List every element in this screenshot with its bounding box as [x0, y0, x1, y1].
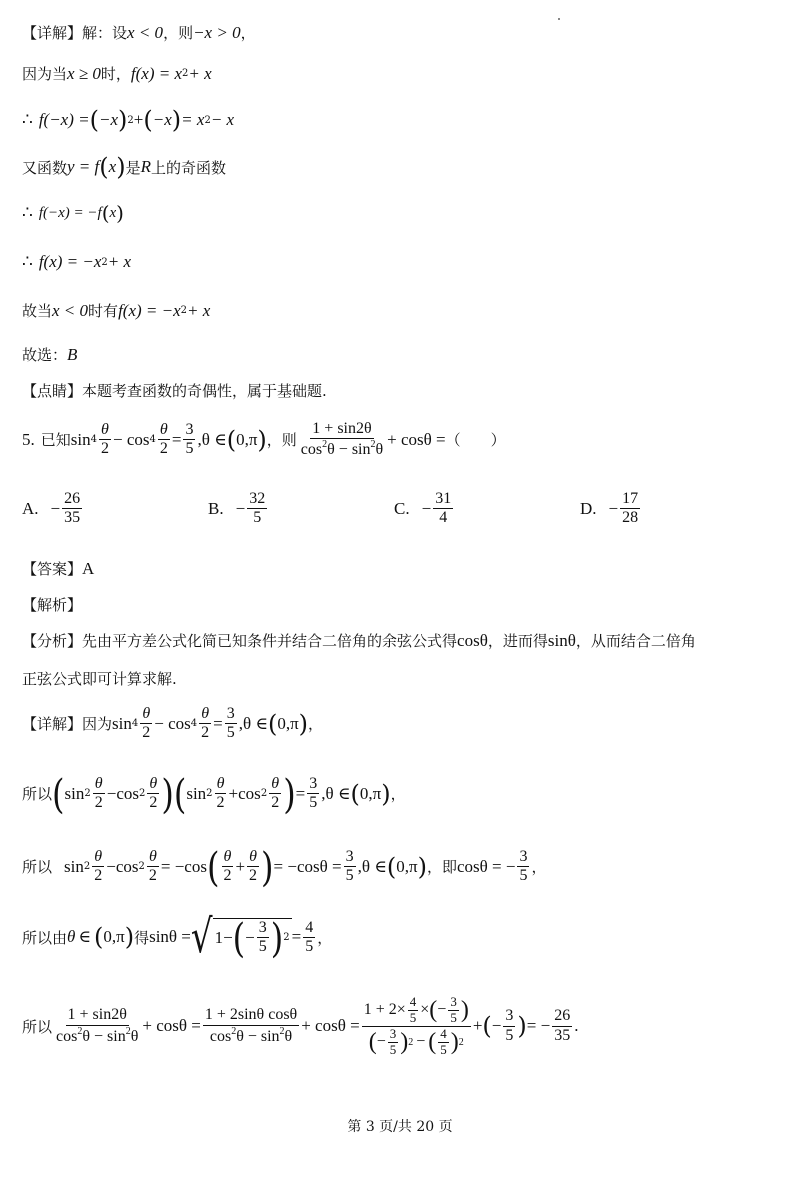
answer-tag: 【答案】	[22, 560, 83, 578]
exponent: 4	[149, 434, 156, 446]
math-term: R	[140, 157, 151, 176]
formula-line-6	[22, 252, 131, 272]
fenxi-text: ，从而结合二倍角	[575, 632, 696, 650]
choice-line	[22, 344, 77, 365]
exponent: 2	[101, 256, 108, 268]
math-interval: 0,π	[236, 429, 258, 449]
math-eq: − x	[210, 110, 235, 129]
detail2-line-3: 所以 sin 2 $\frac{\theta}{2}$ − cos 2 $\frac{\theta}{2}$ = −cos ( $\frac{\theta}{2}$ + $\frac{\theta}{2}$ ) = −cosθ = $\frac{3}{5}$ ,θ ∈ ( 0,π ) ，即 cosθ = − $\frac{3}{5}$ ，	[22, 843, 547, 891]
odd-function-line: 又函数 y = f ( x ) 是 R 上的奇函数	[22, 153, 226, 181]
answer-blank: （ ）	[445, 431, 506, 450]
formula-line-3: ∴ f(−x) = ( −x ) 2 + ( −x ) = x 2 − x	[22, 106, 235, 134]
punct: ，	[240, 24, 256, 42]
math-term: −x	[99, 110, 119, 129]
suoyi-text: 所以由	[22, 928, 68, 947]
answer-line	[22, 558, 94, 579]
math-eq: + x	[188, 63, 212, 83]
math-op: =	[171, 429, 182, 449]
therefore-sign: ∴	[22, 203, 33, 222]
math-op: +	[133, 110, 144, 129]
suoyi-text: 所以	[22, 785, 53, 804]
suoyi-text: 所以	[22, 1017, 53, 1036]
detail2-line-5: 所以 $\frac{1 + \sin 2\theta}{\cos^2\theta - \sin^2\theta}$ + cosθ = $\frac{\text{1 + 2sinθ cosθ}}{\cos^2\theta - \sin^2\theta}$ + cosθ = 1 + 2× $\frac{4}{5}$ × ( − $\frac{3}{5}$ ) ( − $\frac{3}{5}$ ) 2 − ( $\frac{4}{5}$ ) 2 + ( − $\frac{3}{5}$ ) = − $\frac{26}{35}$ .	[22, 994, 579, 1057]
odd-text: 又函数	[22, 158, 68, 177]
therefore-sign: ∴	[22, 252, 33, 271]
exponent: 4	[90, 434, 97, 446]
option-a[interactable]: A. − $\frac{26}{35}$	[22, 490, 81, 527]
math-func: − cos	[112, 429, 150, 449]
conclusion-line	[22, 300, 210, 321]
comment-tag: 【点睛】	[22, 382, 83, 400]
fraction-main: $\frac{1 + \sin 2\theta}{\cos^2\theta - \sin^2\theta}$	[300, 420, 384, 459]
option-letter: A.	[22, 498, 39, 518]
big-fraction: 1 + 2× $\frac{4}{5}$ × ( − $\frac{3}{5}$ ) ( − $\frac{3}{5}$ ) 2 − ( $\frac{4}{5}$ ) 2	[363, 994, 469, 1057]
because-text: 因为当	[22, 65, 68, 83]
odd-text: 上的奇函数	[150, 158, 226, 177]
page-footer	[0, 1116, 800, 1136]
comment-text: 本题考查函数的奇偶性，属于基础题.	[82, 382, 327, 400]
detail-tag: 【详解】	[22, 24, 83, 42]
math-eq: f(−x) =	[38, 110, 90, 129]
odd-text: 是	[125, 158, 141, 177]
math-term: −x	[152, 110, 172, 129]
comment-line	[22, 380, 327, 401]
math-eq: f(x) = −x	[38, 252, 102, 271]
detail-line-1	[22, 22, 256, 43]
fraction: $\frac{\theta}{2}$	[100, 421, 109, 458]
choice-text: 故选：	[22, 346, 68, 364]
math-domain: ,θ ∈	[197, 429, 227, 449]
suoyi-text: 所以	[22, 858, 53, 877]
option-letter: B.	[208, 498, 224, 518]
math-cond: x < 0	[127, 22, 164, 42]
exponent: 2	[204, 114, 211, 126]
formula-line-5: ∴ f(−x) = −f ( x )	[22, 201, 124, 225]
choice-value: B	[67, 344, 78, 364]
math-func: sin	[70, 429, 91, 449]
therefore-sign: ∴	[22, 110, 33, 129]
detail2-line-1: 【详解】 因为 sin 4 $\frac{\theta}{2}$ − cos 4 $\frac{\theta}{2}$ = $\frac{3}{5}$ ,θ ∈ ( 0,π ) ，	[22, 705, 324, 742]
fenxi-line-1	[22, 630, 696, 651]
conclude-text: 时有	[88, 302, 119, 320]
fenxi-text: 先由平方差公式化简已知条件并结合二倍角的余弦公式得	[82, 632, 458, 650]
math-eq: = x	[181, 110, 205, 129]
detail-tag: 【详解】	[22, 715, 83, 734]
math-eq: y = f	[67, 157, 100, 176]
math-cond: −x > 0	[193, 22, 241, 42]
math-eq: f(x) = −x	[118, 300, 181, 320]
because-when: 时，	[100, 65, 131, 83]
fraction: $\frac{\theta}{2}$	[159, 421, 168, 458]
option-sign: −	[50, 498, 61, 518]
math-op: =	[213, 713, 223, 733]
math-cond: x < 0	[52, 300, 89, 320]
option-sign: −	[608, 498, 619, 518]
math-cond: x ≥ 0	[67, 63, 101, 83]
detail2-line-4: 所以由 θ ∈ ( 0,π ) 得 sinθ = √ 1− ( − $\frac{3}{5}$ ) 2 = $\frac{4}{5}$ ，	[22, 910, 333, 965]
math-eq: + x	[107, 252, 132, 271]
option-sign: −	[421, 498, 432, 518]
exponent: 2	[180, 305, 188, 316]
fenxi-text: 正弦公式即可计算求解.	[22, 670, 177, 688]
math-eq: f(−x) = −f	[38, 204, 102, 221]
fenxi-text: ，进而得	[487, 632, 548, 650]
exponent: 2	[127, 114, 134, 126]
answer-value: A	[82, 558, 95, 578]
math-term: cosθ	[457, 630, 488, 650]
math-eq: + x	[187, 300, 211, 320]
math-term: sinθ	[547, 630, 576, 650]
conclude-text: 故当	[22, 302, 53, 320]
page-number: 第 3 页/共 20 页	[347, 1119, 453, 1135]
math-op: + cosθ =	[387, 429, 446, 449]
detail-then: ，则	[163, 24, 194, 42]
math-func: sin	[112, 713, 132, 733]
question-5: 5. 已知 sin 4 $\frac{\theta}{2}$ − cos 4 $\frac{\theta}{2}$ = $\frac{3}{5}$ ,θ ∈ ( 0,π ) ，则 $\frac{1 + \sin 2\theta}{\cos^2\theta - \sin^2\theta}$ + cosθ = （ ）	[22, 420, 506, 459]
detail-text: 解：设	[82, 24, 128, 42]
question-number: 5.	[22, 429, 35, 449]
analysis-line	[22, 594, 82, 615]
math-term: x	[109, 204, 117, 221]
math-term: x	[108, 157, 117, 176]
math-func: − cos	[154, 713, 191, 733]
option-b[interactable]: B. − $\frac{32}{5}$	[208, 490, 266, 527]
option-c[interactable]: C. − $\frac{31}{4}$	[394, 490, 452, 527]
option-d[interactable]: D. − $\frac{17}{28}$	[580, 490, 639, 527]
option-letter: C.	[394, 498, 410, 518]
scan-dot	[558, 18, 560, 20]
exponent: 2	[182, 68, 189, 79]
fenxi-line-2	[22, 668, 177, 689]
option-letter: D.	[580, 498, 597, 518]
punct: ，	[308, 715, 324, 734]
fenxi-tag: 【分析】	[22, 632, 83, 650]
because-line	[22, 63, 212, 84]
sqrt: √ 1− ( − $\frac{3}{5}$ ) 2	[190, 910, 290, 965]
option-sign: −	[235, 498, 246, 518]
detail2-line-2: 所以 ( sin 2 $\frac{\theta}{2}$ − cos 2 $\frac{\theta}{2}$ ) ( sin 2 $\frac{\theta}{2}$ + cos 2 $\frac{\theta}{2}$ ) = $\frac{3}{5}$ ,θ ∈ ( 0,π ) ，	[22, 770, 406, 818]
math-eq: f(x) = x	[130, 63, 183, 83]
math-domain: ,θ ∈	[238, 713, 268, 733]
detail-text: 因为	[82, 715, 113, 734]
fraction: $\frac{3}{5}$	[185, 421, 194, 458]
question-lead: 已知	[40, 431, 71, 450]
question-then: ，则	[266, 431, 297, 450]
analysis-tag: 【解析】	[22, 596, 83, 614]
